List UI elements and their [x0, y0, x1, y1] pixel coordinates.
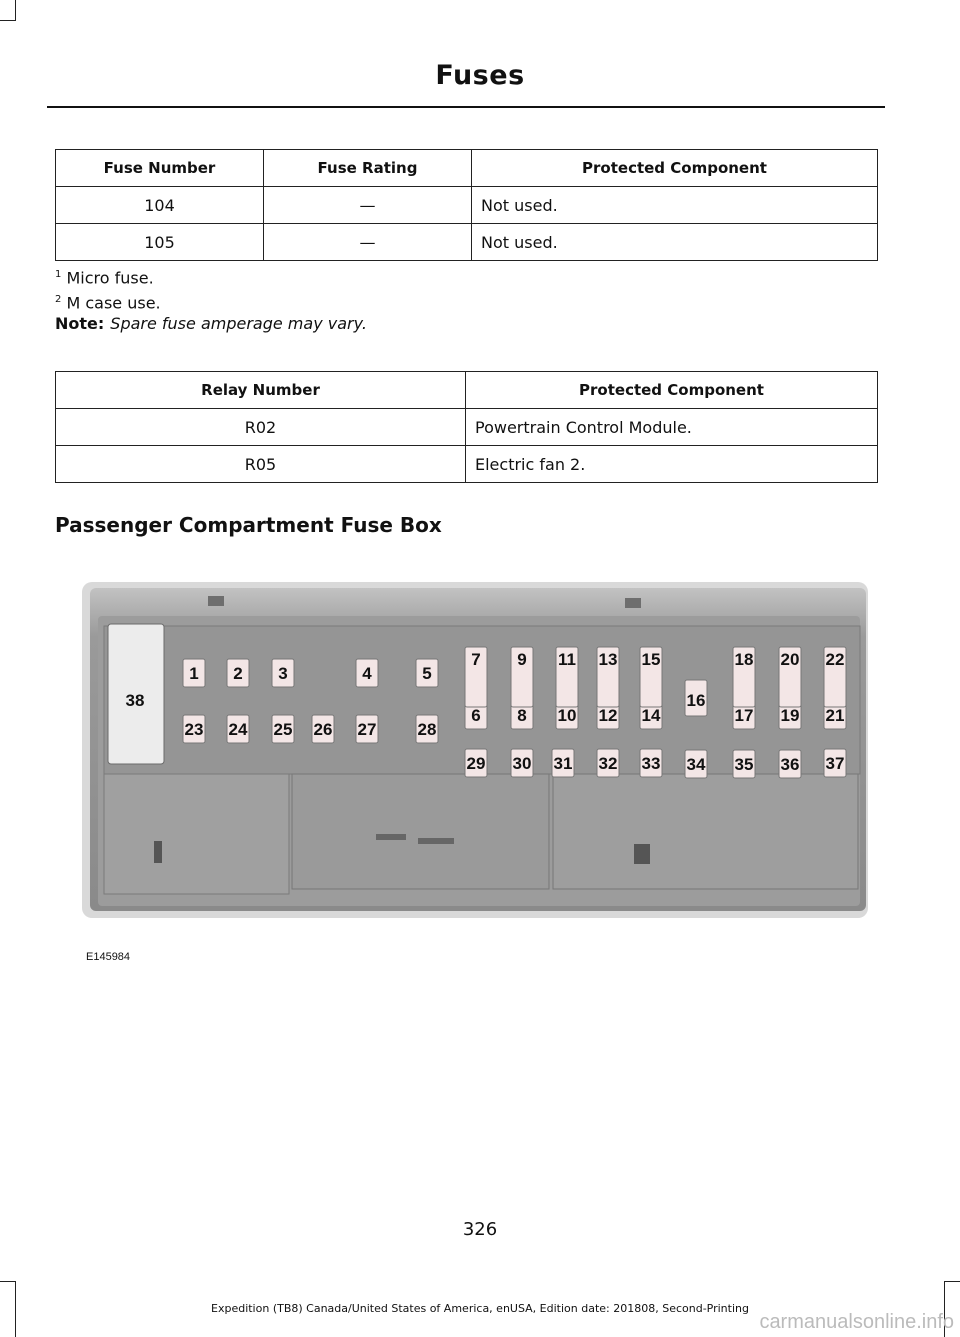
fuse-label-28: 28 [417, 720, 437, 739]
fuse-label-37: 37 [825, 754, 845, 773]
crop-mark-top-left-v [15, 0, 16, 20]
header-fuse-number: Fuse Number [56, 150, 264, 187]
fuse-label-23: 23 [184, 720, 204, 739]
table-row [56, 446, 878, 483]
table-row [56, 187, 878, 224]
fuse-label-30: 30 [512, 754, 532, 773]
fuse-table [55, 149, 878, 261]
fuse-label-18: 18 [734, 650, 754, 669]
header-relay-number: Relay Number [56, 372, 466, 409]
header-protected-component: Protected Component [472, 150, 878, 187]
fuse-label-16: 16 [686, 691, 706, 710]
fuse-label-21: 21 [825, 706, 845, 725]
fuse-label-10: 10 [557, 706, 577, 725]
fuse-label-27: 27 [357, 720, 377, 739]
fuse-label-12: 12 [598, 706, 618, 725]
fuse-label-17: 17 [734, 706, 754, 725]
footnotes [55, 262, 367, 337]
page-number: 326 [462, 1219, 498, 1240]
fuse-label-2: 2 [233, 664, 243, 683]
title-rule [47, 106, 885, 108]
page-title: Fuses [435, 60, 525, 91]
footnote-text: M case use. [66, 293, 161, 313]
fuse-label-11: 11 [558, 650, 576, 669]
protected-component-cell: Powertrain Control Module. [466, 409, 878, 446]
fuse-label-33: 33 [641, 754, 661, 773]
fuse-label-38: 38 [125, 691, 145, 710]
crop-mark-bottom-right-h [944, 1281, 960, 1282]
footnote-marker: 2 [55, 294, 62, 306]
fuse-number-cell: 105 [56, 224, 264, 261]
table-row [56, 224, 878, 261]
fuse-label-25: 25 [273, 720, 293, 739]
fuse-label-5: 5 [422, 664, 432, 683]
fuse-rating-cell: — [264, 187, 472, 224]
footnote-text: Micro fuse. [66, 268, 154, 288]
fuse-label-1: 1 [189, 664, 199, 683]
fuse-label-19: 19 [780, 706, 800, 725]
fuse-label-36: 36 [780, 755, 800, 774]
fuse-label-20: 20 [780, 650, 800, 669]
header-fuse-rating: Fuse Rating [264, 150, 472, 187]
fuse-label-24: 24 [228, 720, 248, 739]
crop-mark-top-left-h [0, 20, 16, 21]
crop-mark-bottom-left-h [0, 1281, 16, 1282]
fuse-label-13: 13 [598, 650, 618, 669]
watermark: carmanualsonline.info [759, 1311, 954, 1333]
footer-text: Expedition (TB8) Canada/United States of America, enUSA, Edition date: 201808, Second-Printing [211, 1302, 749, 1315]
fuse-label-15: 15 [641, 650, 661, 669]
section-heading: Passenger Compartment Fuse Box [55, 513, 442, 537]
protected-component-cell: Not used. [472, 224, 878, 261]
relay-table [55, 371, 878, 483]
protected-component-cell: Not used. [472, 187, 878, 224]
fuse-label-6: 6 [471, 706, 481, 725]
relay-number-cell: R02 [56, 409, 466, 446]
fuse-rating-cell: — [264, 224, 472, 261]
fuse-label-34: 34 [686, 755, 706, 774]
fuse-label-31: 31 [553, 754, 573, 773]
relay-number-cell: R05 [56, 446, 466, 483]
footnote-marker: 1 [55, 269, 62, 280]
fuse-label-9: 9 [517, 650, 527, 669]
relay-table-header [56, 372, 878, 409]
fuse-label-7: 7 [471, 650, 481, 669]
protected-component-cell: Electric fan 2. [466, 446, 878, 483]
fuse-label-26: 26 [313, 720, 333, 739]
fuse-label-4: 4 [362, 664, 372, 683]
fuse-table-header [56, 150, 878, 187]
fuse-box-diagram [80, 576, 870, 921]
fuse-label-29: 29 [466, 754, 486, 773]
note-text: Spare fuse amperage may vary. [110, 313, 367, 333]
fuse-label-32: 32 [598, 754, 618, 773]
fuse-label-3: 3 [278, 664, 288, 683]
fuse-label-14: 14 [641, 706, 661, 725]
note-label: Note: [55, 313, 105, 333]
figure-id: E145984 [86, 951, 131, 963]
fuse-label-35: 35 [734, 755, 754, 774]
fuse-label-22: 22 [825, 650, 845, 669]
header-protected-component: Protected Component [466, 372, 878, 409]
fuse-number-cell: 104 [56, 187, 264, 224]
fuse-label-8: 8 [517, 706, 527, 725]
table-row [56, 409, 878, 446]
note [55, 311, 367, 337]
